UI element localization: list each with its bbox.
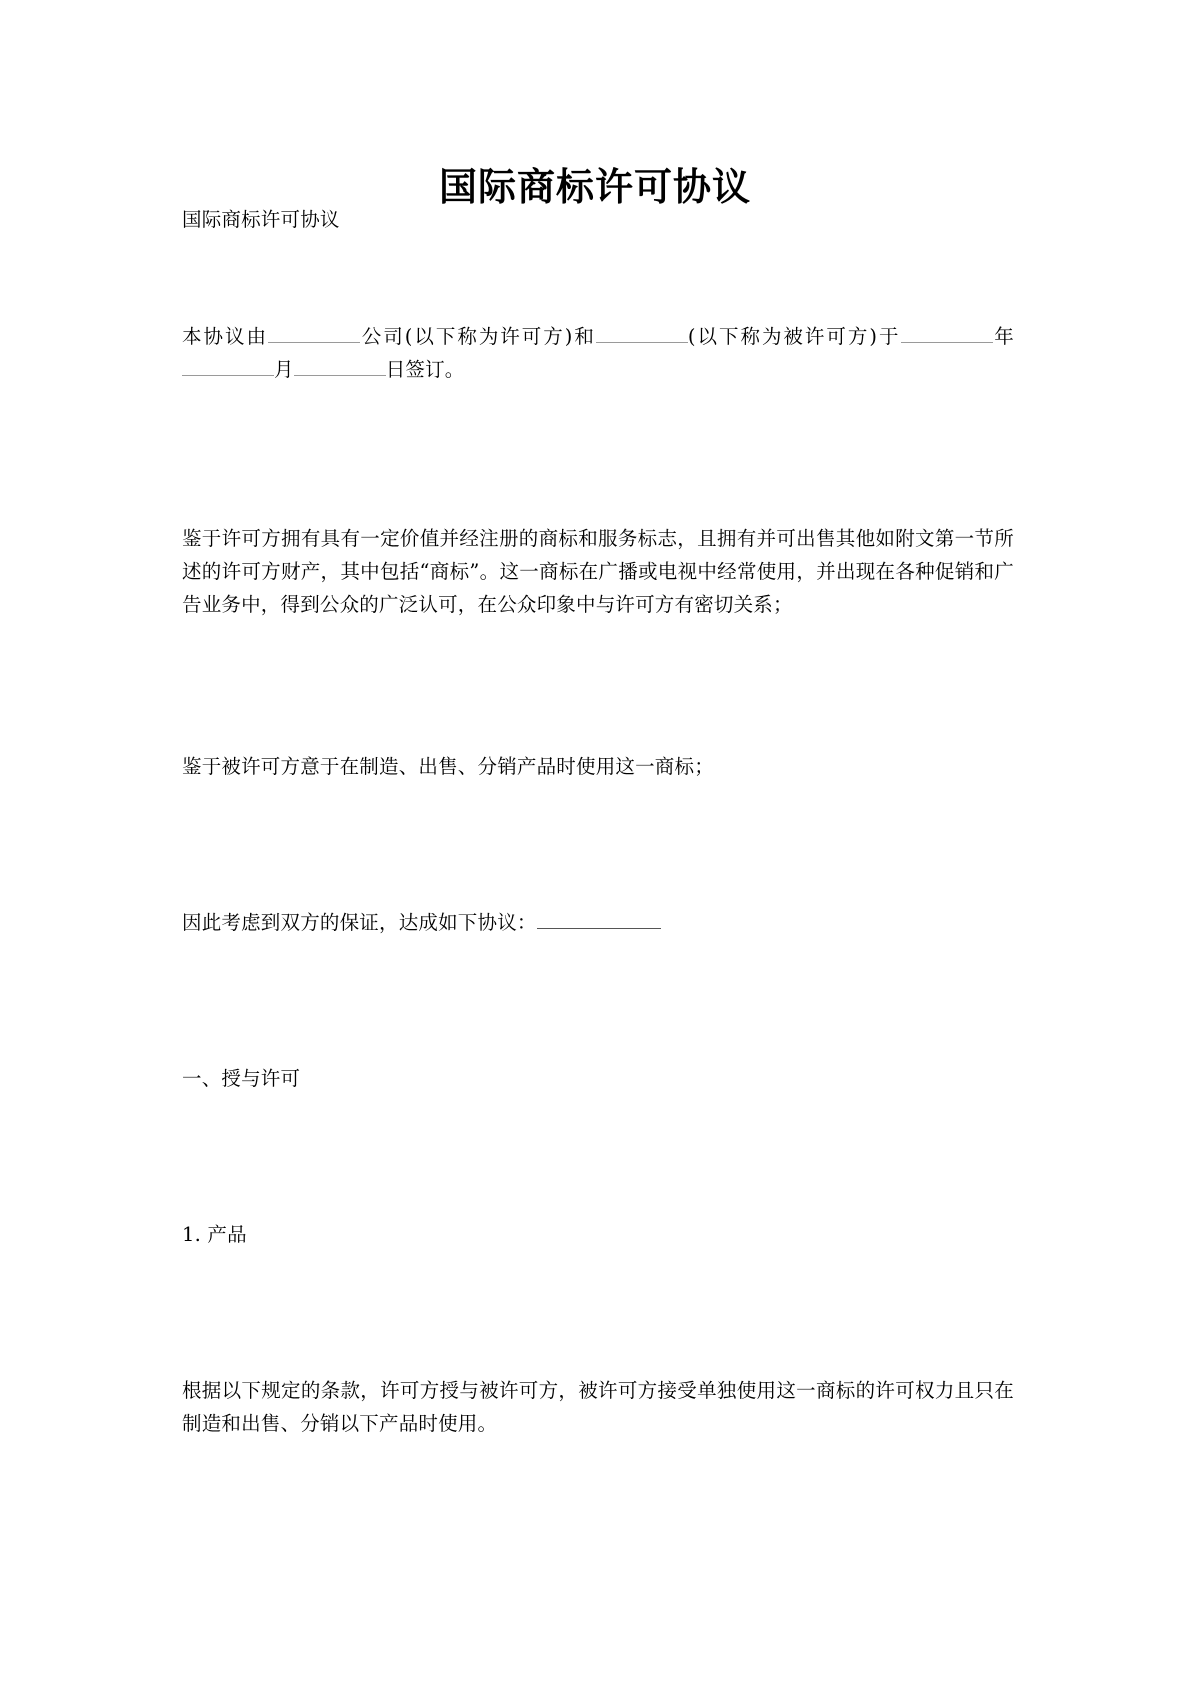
text-segment: 本协议由 (182, 325, 268, 348)
text-segment: 公司(以下称为许可方)和 (359, 325, 596, 348)
subsection-heading-products: 1. 产品 (182, 1223, 247, 1246)
day-blank[interactable] (294, 357, 386, 376)
text-segment: 月 (274, 358, 294, 381)
text-segment: (以下称为被许可方)于 (687, 325, 901, 348)
paragraph-parties (182, 320, 1014, 386)
document-subtitle: 国际商标许可协议 (182, 208, 340, 231)
text-segment: 因此考虑到双方的保证，达成如下协议： (182, 911, 537, 934)
paragraph-grant-terms: 根据以下规定的条款，许可方授与被许可方，被许可方接受单独使用这一商标的许可权力且只在制造和出售、分销以下产品时使用。 (182, 1379, 1014, 1435)
paragraph-whereas-licensor: 鉴于许可方拥有具有一定价值并经注册的商标和服务标志，且拥有并可出售其他如附文第一节所述的许可方财产，其中包括“商标”。这一商标在广播或电视中经常使用，并出现在各种促销和广告业务中，得到公众的广泛认可，在公众印象中与许可方有密切关系； (182, 527, 1014, 616)
licensee-name-blank[interactable] (596, 324, 688, 343)
paragraph-agreement (182, 906, 1014, 939)
text-segment: 年 (992, 325, 1014, 348)
section-heading-grant: 一、授与许可 (182, 1067, 301, 1090)
licensor-name-blank[interactable] (268, 324, 360, 343)
text-segment: 日签订。 (385, 358, 465, 381)
agreement-blank[interactable] (537, 910, 661, 929)
month-blank[interactable] (182, 357, 274, 376)
year-blank[interactable] (901, 324, 993, 343)
paragraph-whereas-licensee: 鉴于被许可方意于在制造、出售、分销产品时使用这一商标； (182, 755, 714, 778)
document-title: 国际商标许可协议 (438, 164, 751, 209)
